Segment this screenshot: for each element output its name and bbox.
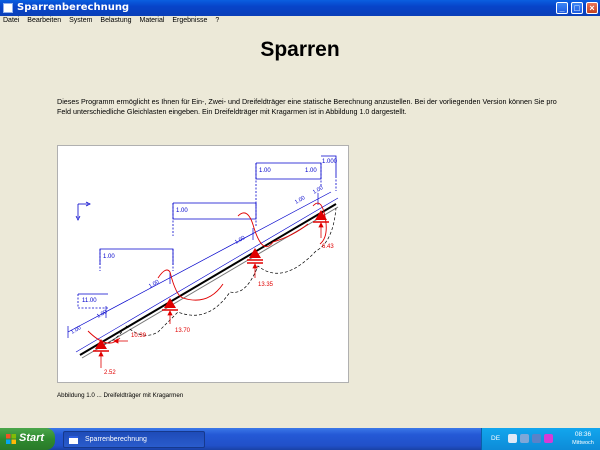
tray-app-icon[interactable]	[544, 434, 553, 443]
load-label: 1.00	[259, 168, 271, 174]
span-label-group	[70, 185, 324, 336]
minimize-button[interactable]: _	[556, 2, 568, 14]
span-label: 1.00	[148, 279, 161, 290]
taskbar	[0, 428, 600, 450]
clock-day: Mittwoch	[572, 440, 594, 446]
intro-text: Dieses Programm ermöglicht es Ihnen für Ein-, Zwei- und Dreifeldträger eine statische Berechnung anzustellen. Bei der vorliegenden Version können Sie pro Feld unterschiedliche Gleichlasten eingeben. Ein Dreifeldträger mit Kragarmen ist in Abbildung 1.0 dargestellt.	[57, 97, 557, 116]
start-button[interactable]	[0, 428, 55, 450]
load-label: 11.00	[82, 298, 97, 304]
maximize-button[interactable]: □	[571, 2, 583, 14]
reaction-label: 13.70	[175, 328, 191, 334]
menu-bar	[0, 16, 600, 27]
span-label: 1.00	[312, 185, 325, 196]
menu-datei[interactable]: Datei	[3, 17, 20, 24]
span-label: 1.00	[234, 235, 247, 246]
span-dimension-line	[68, 192, 331, 338]
span-label: 1.00	[96, 309, 109, 320]
load-boxes	[78, 156, 336, 308]
menu-system[interactable]: System	[69, 17, 93, 24]
span-label: 1.00	[294, 195, 307, 206]
beam-diagram	[58, 146, 350, 384]
axis-symbol	[76, 202, 90, 220]
reaction-label-group	[104, 244, 334, 376]
menu-material[interactable]: Material	[139, 17, 165, 24]
language-indicator[interactable]: DE	[491, 435, 501, 442]
load-label: 1.00	[176, 208, 188, 214]
page-title: Sparren	[260, 38, 340, 61]
tray-network-icon[interactable]	[520, 434, 529, 443]
load-label: 1.00	[103, 254, 115, 260]
reaction-label: 13.35	[258, 282, 274, 288]
window-icon	[69, 436, 78, 444]
taskbar-item-sparrenberechnung[interactable]	[63, 431, 205, 448]
load-label: 1.00	[305, 168, 317, 174]
shear-curve	[88, 203, 326, 343]
windows-logo-icon	[6, 434, 16, 444]
menu-help[interactable]: ?	[215, 17, 220, 24]
menu-ergebnisse[interactable]: Ergebnisse	[172, 17, 208, 24]
beam-figure	[57, 145, 349, 383]
start-label: Start	[19, 432, 45, 444]
reaction-label: 2.52	[104, 370, 116, 376]
span-label: 1.00	[70, 325, 83, 336]
rafter	[76, 198, 338, 358]
clock-time[interactable]: 08:36	[574, 431, 592, 438]
title-bar[interactable]	[0, 0, 600, 16]
tray-volume-icon[interactable]	[532, 434, 541, 443]
menu-bearbeiten[interactable]: Bearbeiten	[27, 17, 62, 24]
tray-help-icon[interactable]	[508, 434, 517, 443]
figure-caption: Abbildung 1.0 ... Dreifeldträger mit Kragarmen	[57, 392, 184, 399]
taskbar-item-label: Sparrenberechnung	[85, 436, 147, 443]
app-icon[interactable]	[3, 3, 13, 13]
reaction-label: 6.43	[322, 244, 334, 250]
system-tray	[481, 428, 600, 450]
window-title: Sparrenberechnung	[17, 2, 130, 13]
close-button[interactable]: ×	[586, 2, 598, 14]
menu-belastung[interactable]: Belastung	[100, 17, 132, 24]
reaction-label: 10.39	[131, 333, 147, 339]
load-label: 1.000	[322, 159, 338, 165]
